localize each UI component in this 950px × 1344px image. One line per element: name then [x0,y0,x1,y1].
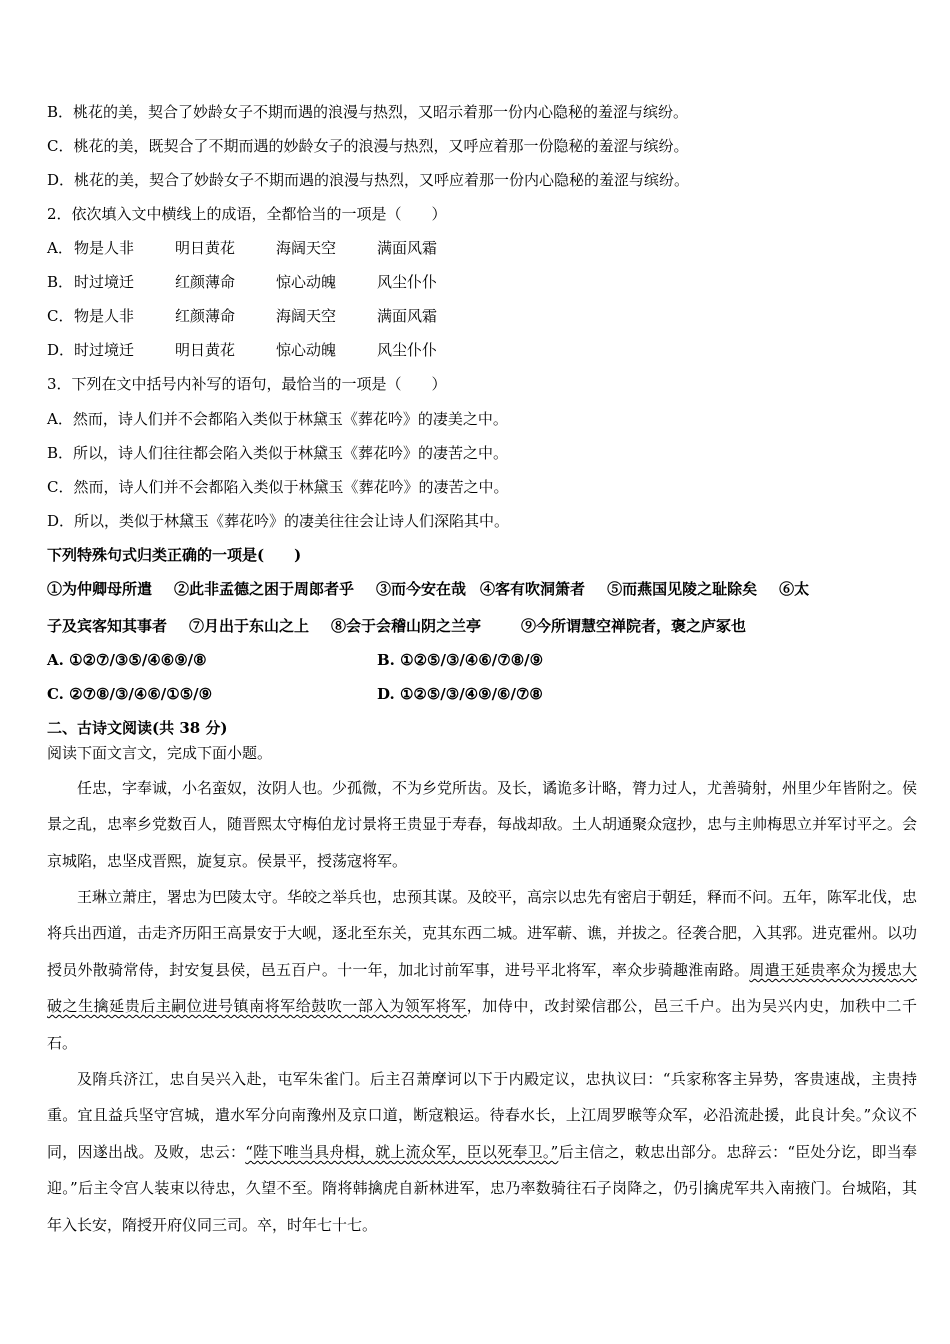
option-key: A. [47,651,64,669]
q4-items-line1 [47,579,809,599]
option-key: C. [47,685,64,703]
option-text: ①②⑤/③/④⑥/⑦⑧/⑨ [400,651,544,669]
passage-paragraph-3 [47,1061,917,1243]
q1-option-c: C．桃花的美，既契合了不期而遇的妙龄女子的浪漫与热烈，又呼应着那一份隐秘的羞涩与缤纷。 [47,137,689,155]
passage-paragraph-1: 任忠，字奉诚，小名蛮奴，汝阴人也。少孤微，不为乡党所齿。及长，谲诡多计略，膂力过人，尤善骑射，州里少年皆附之。侯景之乱，忠率乡党数百人，随晋熙太守梅伯龙讨景将王贵显于寿春，每战却敌。土人胡通聚众寇抄，忠与主帅梅思立并军讨平之。会京城陷，忠坚戍晋熙，旋复京。侯景平，授荡寇将军。 [47,779,918,870]
section-instruction: 阅读下面文言文，完成下面小题。 [47,744,273,762]
q4-answer-c [47,684,212,704]
sentence-item: ③而今安在哉 [376,580,467,598]
q3-option-b: B．所以，诗人们往往都会陷入类似于林黛玉《葬花吟》的凄苦之中。 [47,444,509,462]
option-key: A． [47,239,73,257]
q2-option-c [47,306,478,326]
sentence-item: ⑧会于会稽山阴之兰亭 [331,617,482,635]
idiom: 时过境迁 [74,341,135,359]
sentence-item: ①为仲卿母所遣 [47,580,153,598]
sentence-item: ⑤而燕国见陵之耻除矣 [607,580,758,598]
idiom: 惊心动魄 [276,341,337,359]
q1-option-d: D．桃花的美，契合了妙龄女子不期而遇的浪漫与热烈，又呼应着那一份内心隐秘的羞涩与缤纷。 [47,171,690,189]
passage-text: 后主信之，敕忠出部分。忠辞云：“臣处分讫，即当奉迎。”后主令宫人装束以待忠，久望不至。隋将韩擒虎自新林进军，忠乃率数骑往石子岗降之，仍引擒虎军共入南掖门。台城陷，其年入长安，隋授开府仪同三司。卒，时年七十七。 [47,1142,917,1234]
idiom: 明日黄花 [175,239,236,257]
q4-stem: 下列特殊句式归类正确的一项是( ) [47,546,302,564]
idiom: 惊心动魄 [276,273,337,291]
option-key: B． [47,273,74,291]
q2-stem: 2．依次填入文中横线上的成语，全都恰当的一项是（ ） [47,205,447,223]
idiom: 红颜薄命 [175,273,236,291]
q4-answer-b [377,650,543,670]
q4-answer-a [47,650,207,670]
passage-text: 王琳立萧庄，署忠为巴陵太守。华皎之举兵也，忠预其谋。及皎平，高宗以忠先有密启于朝廷，释而不问。五年，陈军北伐，忠将兵出西道，击走齐历阳王高景安于大岘，逐北至东关，克其东西二城。进军蕲、谯，并拔之。径袭合肥，入其郛。进克霍州。以功授员外散骑常侍，封安复县侯，邑五百户。十一年，加北讨前军事，进号平北将军，率众步骑趣淮南路。 [47,888,918,979]
option-key: D． [47,341,75,359]
underlined-sentence: 周遣王延贵率众为援忠大破之生擒延贵后主嗣位进号镇南将军给鼓吹一部入为领军将军 [47,960,917,1016]
q4-items-line2 [47,616,768,636]
q2-option-b [47,272,478,292]
option-key: C． [47,307,74,325]
q3-option-c: C．然而，诗人们并不会都陷入类似于林黛玉《葬花吟》的凄苦之中。 [47,478,509,496]
sentence-item: ⑨今所谓慧空禅院者，褒之庐冢也 [521,617,747,635]
sentence-item: ⑥太 [779,580,810,598]
option-key: B. [377,651,395,669]
idiom: 物是人非 [74,307,135,325]
idiom: 物是人非 [74,239,135,257]
section-title: 二、古诗文阅读(共 38 分) [47,719,228,737]
idiom: 风尘仆仆 [377,273,438,291]
q1-option-b: B．桃花的美，契合了妙龄女子不期而遇的浪漫与热烈，又昭示着那一份内心隐秘的羞涩与缤纷。 [47,103,689,121]
idiom: 明日黄花 [175,341,236,359]
idiom: 满面风霜 [377,239,438,257]
idiom: 海阔天空 [276,239,337,257]
q4-answer-d [377,684,543,704]
idiom: 满面风霜 [377,307,438,325]
q3-option-d: D．所以，类似于林黛玉《葬花吟》的凄美往往会让诗人们深陷其中。 [47,512,510,530]
idiom: 风尘仆仆 [377,341,438,359]
idiom: 红颜薄命 [175,307,236,325]
underlined-quote: “陛下唯当具舟楫，就上流众军，臣以死奉卫。” [245,1142,559,1161]
sentence-item: ②此非孟德之困于周郎者乎 [174,580,355,598]
idiom: 海阔天空 [276,307,337,325]
option-text: ①②⑤/③/④⑨/⑥/⑦⑧ [399,685,543,703]
sentence-item: ④客有吹洞箫者 [480,580,586,598]
option-text: ②⑦⑧/③/④⑥/①⑤/⑨ [69,685,213,703]
option-text: ①②⑦/③⑤/④⑥⑨/⑧ [69,651,207,669]
sentence-item: ⑦月出于东山之上 [189,617,310,635]
passage-text: ，加侍中，改封梁信郡公，邑三千户。出为吴兴内史，加秩中二千石。 [47,997,917,1052]
passage-text: 及隋兵济江，忠自吴兴入赴，屯军朱雀门。后主召萧摩诃以下于内殿定议，忠执议曰：“兵家称客主异势，客贵速战，主贵持重。宜且益兵坚守宫城，遣水军分向南豫州及京口道，断寇粮运。待春水长，上江周罗㬋等众军，必沿流赴援，此良计矣。”众议不同，因遂出战。及败，忠云： [47,1070,917,1161]
q3-stem: 3．下列在文中括号内补写的语句，最恰当的一项是（ ） [47,375,447,393]
q2-option-d [47,340,478,360]
q3-option-a: A．然而，诗人们并不会都陷入类似于林黛玉《葬花吟》的凄美之中。 [47,410,508,428]
option-key: D. [377,685,395,703]
sentence-item: 子及宾客知其事者 [47,617,168,635]
q2-option-a [47,238,478,258]
idiom: 时过境迁 [74,273,135,291]
passage-paragraph-2 [47,879,917,1061]
